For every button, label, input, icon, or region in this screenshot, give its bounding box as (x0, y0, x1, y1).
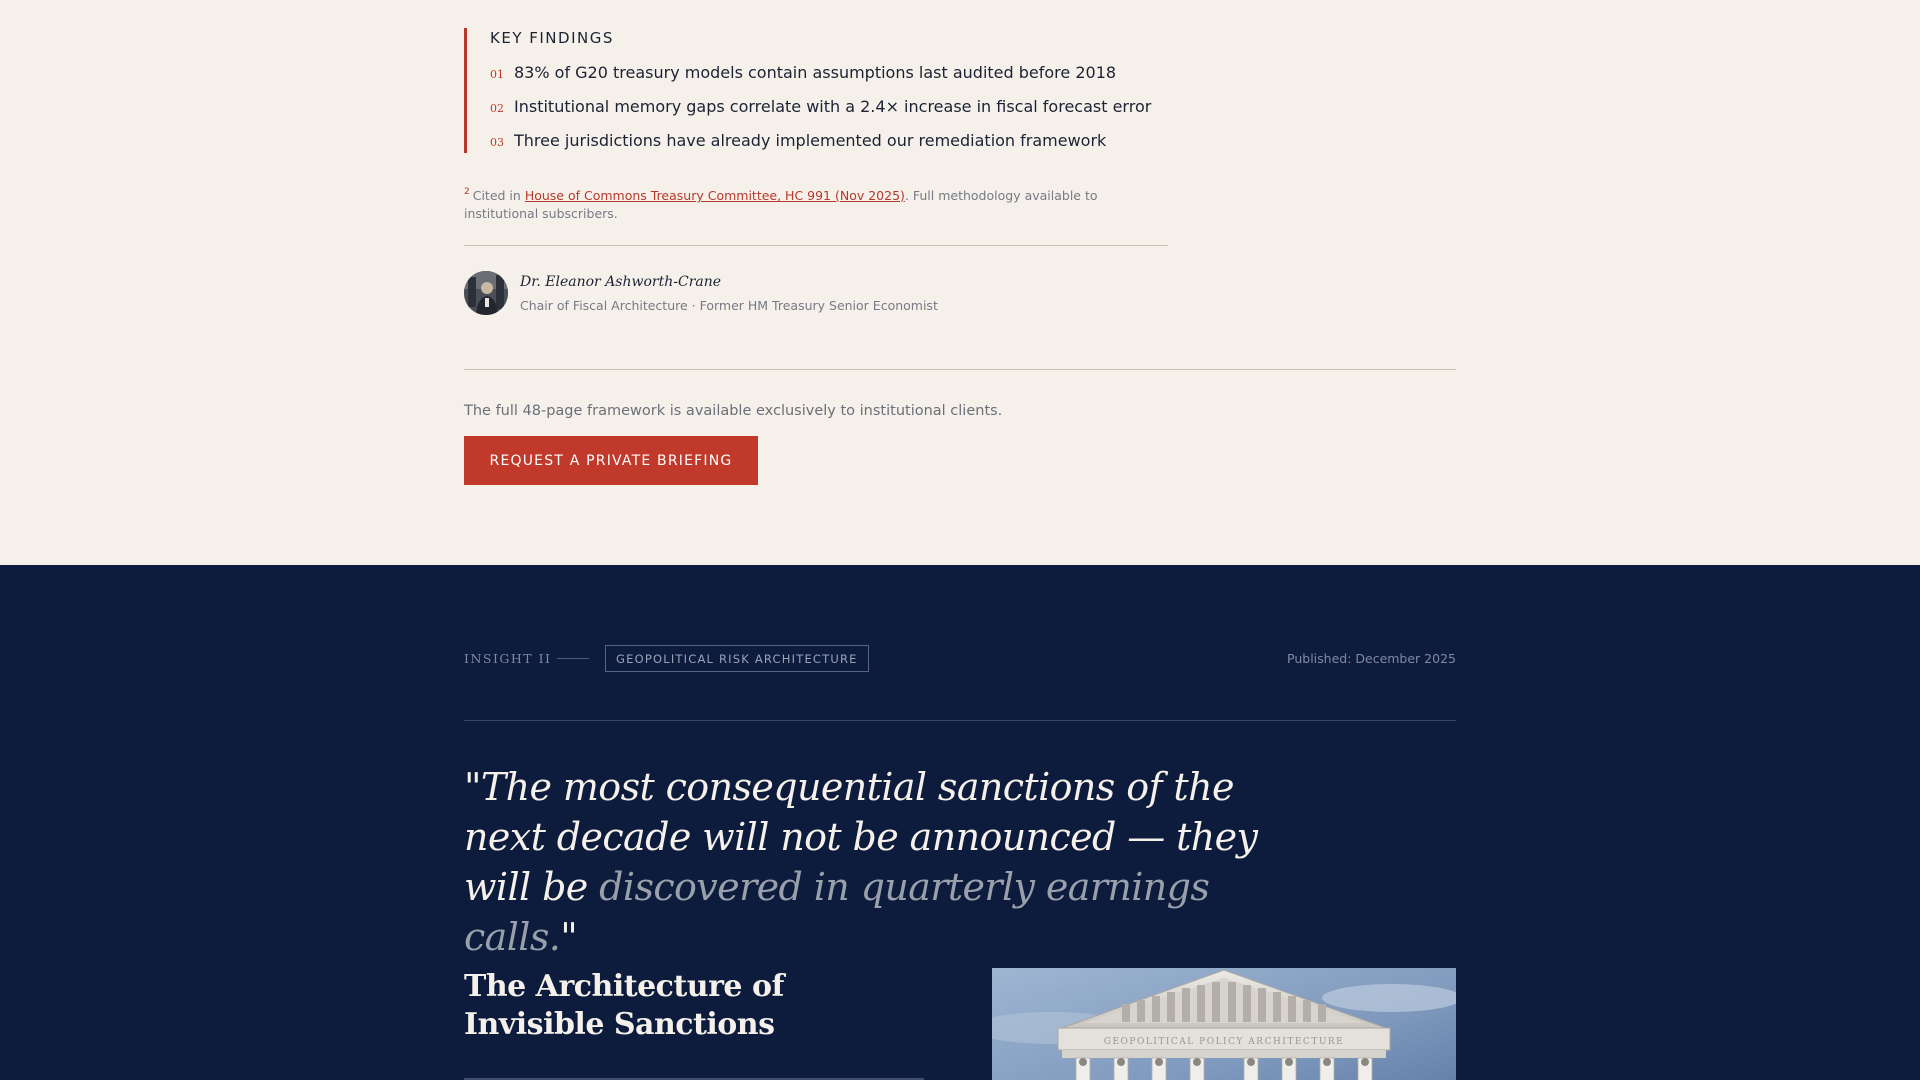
finding-number: 03 (490, 136, 504, 149)
footnote-marker: 2 (464, 187, 470, 197)
divider (464, 245, 1168, 246)
image-inscription: GEOPOLITICAL POLICY ARCHITECTURE (1103, 1037, 1345, 1047)
category-tag[interactable]: GEOPOLITICAL RISK ARCHITECTURE (605, 645, 869, 672)
key-finding-item (490, 63, 1164, 85)
key-findings-title: KEY FINDINGS (490, 29, 614, 47)
key-finding-item (490, 131, 1164, 153)
author-name: Dr. Eleanor Ashworth-Crane (520, 273, 722, 290)
quote-main: "The most consequential sanctions of the next decade will not be announced — they will be (464, 765, 1258, 909)
article-title: The Architecture of Invisible Sanctions (464, 969, 784, 1042)
published-date: Published: December 2025 (1287, 651, 1456, 666)
author-info (520, 274, 938, 313)
label-divider (557, 658, 589, 659)
author-byline (464, 270, 938, 316)
footnote-suffix: . Full methodology available to institutional subscribers. (464, 188, 1098, 221)
citation-link[interactable]: House of Commons Treasury Committee, HC 991 (Nov 2025) (524, 188, 905, 203)
author-avatar (464, 271, 508, 315)
finding-number: 02 (490, 102, 504, 115)
insight-label: INSIGHT II (464, 651, 552, 666)
divider (464, 720, 1456, 721)
quote-end: " (560, 915, 578, 959)
article-image (992, 968, 1456, 1080)
footnote (464, 183, 1144, 223)
key-findings-panel (464, 28, 1164, 153)
request-briefing-button[interactable]: REQUEST A PRIVATE BRIEFING (464, 436, 758, 485)
key-finding-item (490, 97, 1164, 119)
footnote-prefix: Cited in (472, 188, 525, 203)
insight-section (0, 565, 1920, 1080)
finding-number: 01 (490, 68, 504, 81)
author-role: Chair of Fiscal Architecture · Former HM Treasury Senior Economist (520, 297, 938, 313)
finding-text: 83% of G20 treasury models contain assumptions last audited before 2018 (514, 63, 1117, 82)
quote-muted: discovered in quarterly earnings calls. (464, 865, 1210, 959)
finding-text: Three jurisdictions have already implemented our remediation framework (514, 131, 1107, 150)
divider (464, 369, 1456, 370)
pull-quote (464, 762, 1314, 962)
finding-text: Institutional memory gaps correlate with a 2.4× increase in fiscal forecast error (514, 97, 1152, 116)
article-body-excerpt (464, 1070, 934, 1080)
cta-note: The full 48-page framework is available exclusively to institutional clients. (464, 403, 1003, 419)
